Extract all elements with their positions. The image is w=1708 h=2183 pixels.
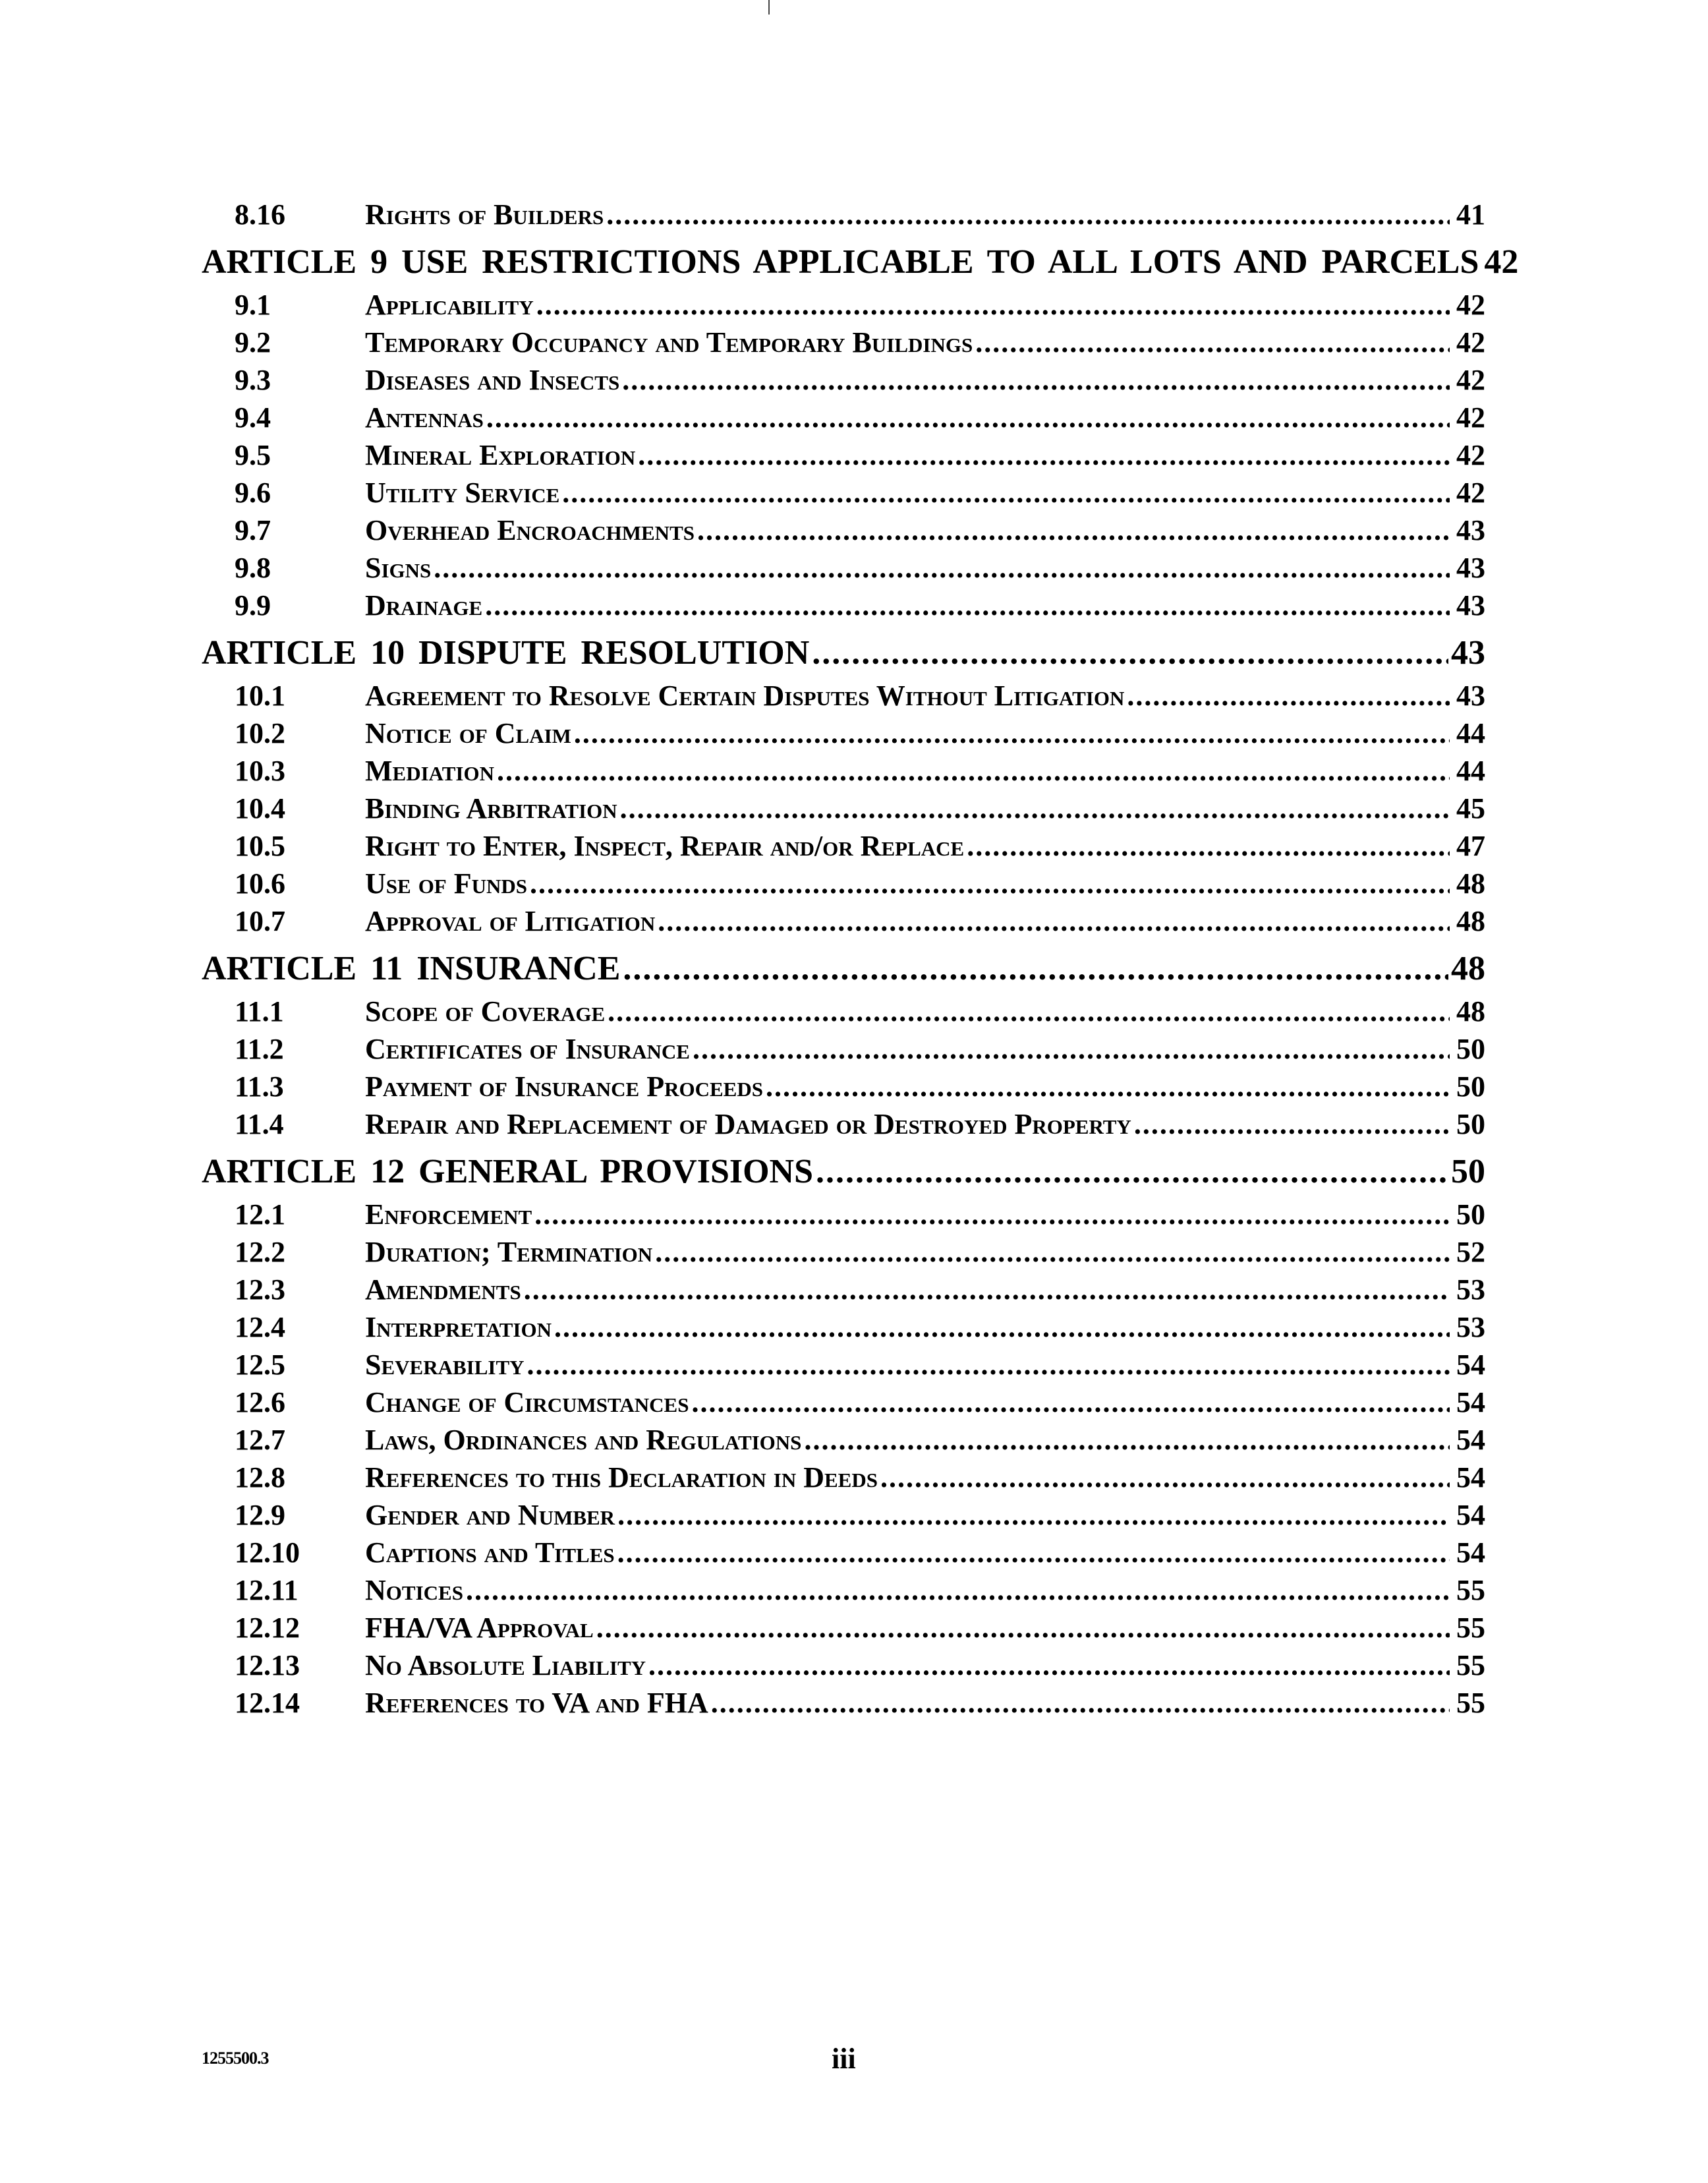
toc-section-row (202, 904, 1485, 942)
dot-leader (967, 829, 1450, 863)
page-reference: 42 (1456, 477, 1485, 509)
section-number: 12.3 (235, 1273, 285, 1306)
section-title: References to VA and FHA (365, 1687, 708, 1719)
page-reference: 43 (1456, 552, 1485, 584)
section-number: 9.6 (235, 477, 271, 509)
article-title: ARTICLE 9 USE RESTRICTIONS APPLICABLE TO ALL LOTS AND PARCELS (202, 243, 1479, 281)
section-title: Mediation (365, 755, 494, 787)
dot-leader (638, 438, 1450, 472)
dot-leader (534, 1198, 1450, 1231)
section-number: 9.1 (235, 289, 271, 321)
toc-section-row (202, 401, 1485, 438)
toc-section-row (202, 829, 1485, 867)
toc-section-row (202, 1573, 1485, 1611)
dot-leader (574, 716, 1450, 750)
section-number: 12.8 (235, 1461, 285, 1494)
section-title: Overhead Encroachments (365, 514, 695, 546)
dot-leader (648, 1648, 1450, 1682)
toc-section-row (202, 716, 1485, 754)
dot-leader (693, 1032, 1450, 1066)
section-number: 12.2 (235, 1236, 285, 1268)
page-reference: 43 (1456, 514, 1485, 546)
dot-leader (1127, 679, 1450, 713)
dot-leader (536, 288, 1450, 322)
toc-section-row (202, 1198, 1485, 1235)
dot-leader (466, 1573, 1450, 1607)
dot-leader (434, 551, 1450, 585)
toc-section-row (202, 1461, 1485, 1498)
section-title: Notices (365, 1574, 463, 1606)
page-reference: 42 (1456, 364, 1485, 396)
toc-section-row (202, 1273, 1485, 1310)
page-reference: 54 (1456, 1349, 1485, 1381)
toc-section-row (202, 363, 1485, 401)
section-number: 12.1 (235, 1198, 285, 1231)
page-reference: 42 (1456, 401, 1485, 434)
section-title: Duration; Termination (365, 1236, 653, 1268)
section-title: Temporary Occupancy and Temporary Buildings (365, 326, 973, 359)
section-number: 10.2 (235, 717, 285, 749)
section-number: 9.8 (235, 552, 271, 584)
dot-leader (880, 1461, 1450, 1494)
section-title: Use of Funds (365, 867, 528, 900)
toc-section-row (202, 1536, 1485, 1573)
section-title: Approval of Litigation (365, 905, 656, 937)
dot-leader (530, 867, 1450, 900)
section-number: 12.5 (235, 1349, 285, 1381)
page-reference: 50 (1456, 1033, 1485, 1065)
section-number: 9.2 (235, 326, 271, 359)
toc-section-row (202, 476, 1485, 513)
toc-section-row (202, 326, 1485, 363)
section-number: 9.4 (235, 401, 271, 434)
section-title: Gender and Number (365, 1499, 615, 1531)
dot-leader (816, 1152, 1448, 1191)
page-reference: 48 (1456, 867, 1485, 900)
page-reference: 55 (1456, 1612, 1485, 1644)
section-number: 10.5 (235, 830, 285, 862)
section-number: 12.4 (235, 1311, 285, 1343)
dot-leader (485, 589, 1450, 622)
section-number: 11.3 (235, 1070, 284, 1103)
page-reference: 53 (1456, 1273, 1485, 1306)
section-number: 11.2 (235, 1033, 284, 1065)
toc-section-row (202, 1423, 1485, 1461)
toc-section-row (202, 1686, 1485, 1724)
section-number: 12.7 (235, 1424, 285, 1456)
dot-leader (658, 904, 1450, 938)
page-reference: 50 (1456, 1198, 1485, 1231)
article-title: ARTICLE 11 INSURANCE (202, 949, 621, 987)
page-reference: 43 (1456, 589, 1485, 622)
page-reference: 50 (1456, 1108, 1485, 1140)
section-title: Severability (365, 1349, 525, 1381)
section-number: 12.14 (235, 1687, 300, 1719)
page-reference: 50 (1456, 1070, 1485, 1103)
section-number: 9.9 (235, 589, 271, 622)
section-number: 12.12 (235, 1612, 300, 1644)
section-title: Interpretation (365, 1311, 552, 1343)
toc-section-row (202, 438, 1485, 476)
section-title: No Absolute Liability (365, 1649, 646, 1681)
dot-leader (562, 476, 1450, 509)
section-title: Mineral Exploration (365, 439, 636, 471)
section-number: 12.9 (235, 1499, 285, 1531)
article-title: ARTICLE 12 GENERAL PROVISIONS (202, 1152, 814, 1190)
section-title: Agreement to Resolve Certain Disputes Without Litigation (365, 680, 1125, 712)
section-title: Binding Arbitration (365, 792, 617, 825)
dot-leader (804, 1423, 1450, 1457)
toc-section-row (202, 754, 1485, 792)
page-reference: 48 (1456, 995, 1485, 1028)
section-number: 10.3 (235, 755, 285, 787)
page-reference: 43 (1456, 680, 1485, 712)
section-title: Rights of Builders (365, 198, 604, 231)
section-title: Utility Service (365, 477, 560, 509)
section-title: Scope of Coverage (365, 995, 606, 1028)
section-title: Certificates of Insurance (365, 1033, 690, 1065)
page-reference: 41 (1456, 198, 1485, 231)
page-reference: 55 (1456, 1649, 1485, 1681)
document-id: 1255500.3 (202, 2049, 269, 2068)
page-reference: 48 (1456, 905, 1485, 937)
toc-section-row (202, 551, 1485, 589)
page-reference: 42 (1484, 243, 1519, 281)
dot-leader (655, 1235, 1450, 1269)
section-title: Captions and Titles (365, 1536, 615, 1569)
dot-leader (617, 1498, 1450, 1532)
section-title: Notice of Claim (365, 717, 571, 749)
section-number: 10.1 (235, 680, 285, 712)
section-title: References to this Declaration in Deeds (365, 1461, 878, 1494)
page-reference: 45 (1456, 792, 1485, 825)
toc-section-row (202, 288, 1485, 326)
section-title: Change of Circumstances (365, 1386, 689, 1418)
page-reference: 47 (1456, 830, 1485, 862)
dot-leader (527, 1348, 1450, 1382)
section-title: Repair and Replacement of Damaged or Destroyed Property (365, 1108, 1131, 1140)
toc-article-row (202, 235, 1519, 288)
page-reference: 54 (1456, 1386, 1485, 1418)
section-title: Right to Enter, Inspect, Repair and/or Replace (365, 830, 965, 862)
toc-section-row (202, 1235, 1485, 1273)
dot-leader (608, 995, 1450, 1028)
toc-section-row (202, 1107, 1485, 1145)
section-number: 12.10 (235, 1536, 300, 1569)
toc-article-row (202, 1145, 1485, 1198)
page-reference: 53 (1456, 1311, 1485, 1343)
section-title: Amendments (365, 1273, 521, 1306)
page-reference: 50 (1451, 1152, 1485, 1190)
section-title: Enforcement (365, 1198, 532, 1231)
page-reference: 42 (1456, 289, 1485, 321)
toc-section-row (202, 679, 1485, 716)
section-number: 12.11 (235, 1574, 299, 1606)
section-number: 10.7 (235, 905, 285, 937)
page-reference: 42 (1456, 326, 1485, 359)
page-reference: 54 (1456, 1461, 1485, 1494)
dot-leader (697, 513, 1450, 547)
toc-section-row (202, 513, 1485, 551)
toc-section-row (202, 1611, 1485, 1648)
dot-leader (497, 754, 1450, 788)
section-number: 8.16 (235, 198, 285, 231)
toc-section-row (202, 198, 1485, 235)
toc-section-row (202, 589, 1485, 626)
page-reference: 55 (1456, 1574, 1485, 1606)
table-of-contents (202, 198, 1519, 1724)
section-title: Antennas (365, 401, 484, 434)
dot-leader (554, 1310, 1450, 1344)
section-title: Payment of Insurance Proceeds (365, 1070, 763, 1103)
section-number: 9.7 (235, 514, 271, 546)
page-reference: 54 (1456, 1424, 1485, 1456)
toc-section-row (202, 1070, 1485, 1107)
dot-leader (766, 1070, 1450, 1103)
section-number: 10.4 (235, 792, 285, 825)
toc-section-row (202, 1348, 1485, 1385)
section-number: 10.6 (235, 867, 285, 900)
page-reference: 54 (1456, 1536, 1485, 1569)
section-title: Signs (365, 552, 432, 584)
toc-section-row (202, 1310, 1485, 1348)
dot-leader (606, 198, 1450, 231)
dot-leader (620, 792, 1450, 825)
dot-leader (622, 363, 1450, 397)
toc-section-row (202, 792, 1485, 829)
page-reference: 42 (1456, 439, 1485, 471)
toc-section-row (202, 867, 1485, 904)
toc-section-row (202, 1498, 1485, 1536)
section-number: 9.3 (235, 364, 271, 396)
article-title: ARTICLE 10 DISPUTE RESOLUTION (202, 633, 810, 672)
toc-article-row (202, 626, 1485, 679)
scan-mark (768, 0, 770, 15)
dot-leader (623, 949, 1448, 988)
section-number: 11.1 (235, 995, 284, 1028)
toc-article-row (202, 942, 1485, 995)
section-title: Diseases and Insects (365, 364, 620, 396)
dot-leader (486, 401, 1450, 434)
section-title: Laws, Ordinances and Regulations (365, 1424, 802, 1456)
section-title: Applicability (365, 289, 534, 321)
page-reference: 52 (1456, 1236, 1485, 1268)
page-reference: 44 (1456, 755, 1485, 787)
dot-leader (1134, 1107, 1450, 1141)
section-number: 9.5 (235, 439, 271, 471)
page-reference: 54 (1456, 1499, 1485, 1531)
page-reference: 44 (1456, 717, 1485, 749)
dot-leader (711, 1686, 1450, 1720)
dot-leader (812, 633, 1448, 672)
section-number: 12.6 (235, 1386, 285, 1418)
section-number: 11.4 (235, 1108, 284, 1140)
dot-leader (975, 326, 1450, 359)
page-number: iii (832, 2043, 856, 2075)
dot-leader (524, 1273, 1450, 1306)
section-number: 12.13 (235, 1649, 300, 1681)
dot-leader (691, 1385, 1450, 1419)
dot-leader (596, 1611, 1450, 1645)
toc-section-row (202, 1032, 1485, 1070)
section-title: FHA/VA Approval (365, 1612, 594, 1644)
dot-leader (617, 1536, 1450, 1569)
toc-section-row (202, 995, 1485, 1032)
toc-section-row (202, 1385, 1485, 1423)
section-title: Drainage (365, 589, 483, 622)
page-reference: 55 (1456, 1687, 1485, 1719)
toc-section-row (202, 1648, 1485, 1686)
page-reference: 48 (1451, 949, 1485, 987)
page-reference: 43 (1451, 633, 1485, 672)
